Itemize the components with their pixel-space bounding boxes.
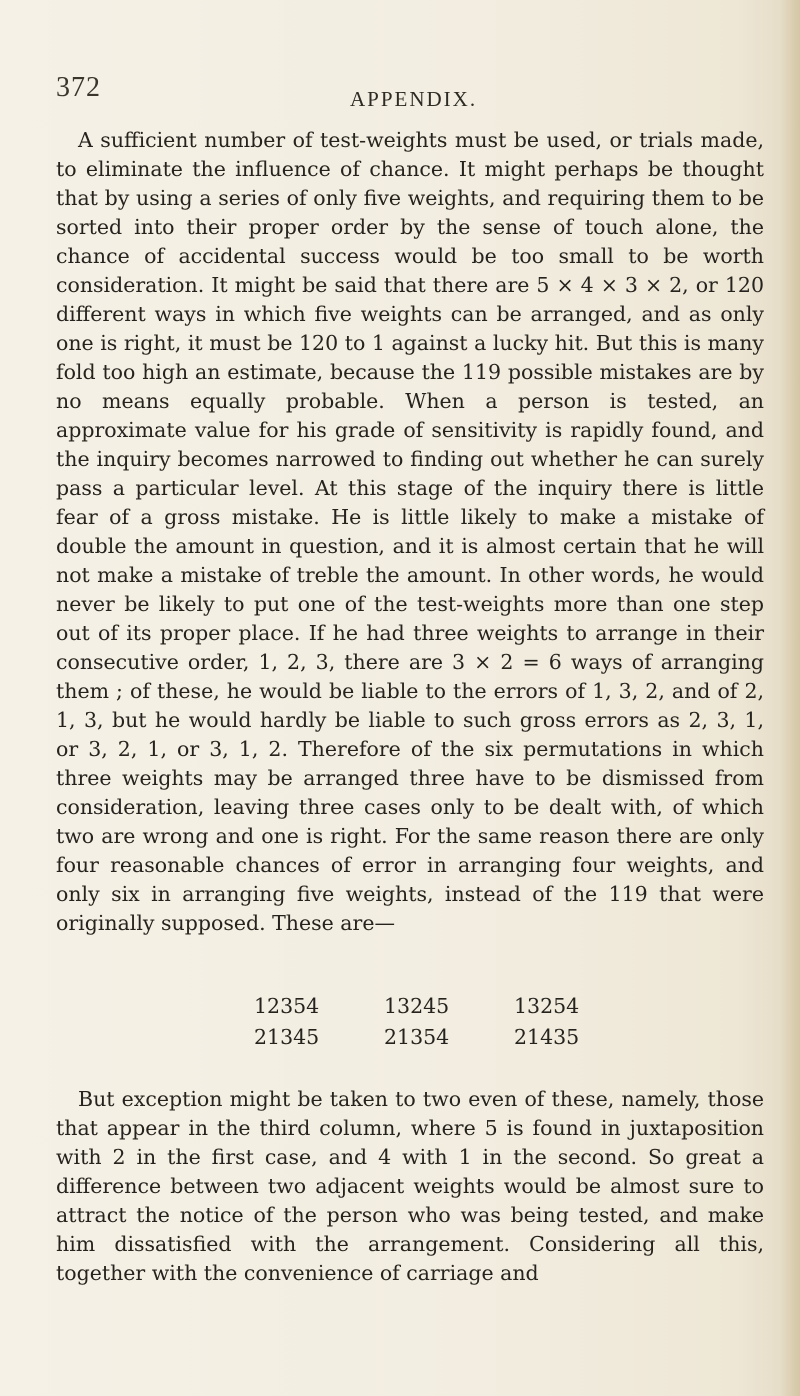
- permutation-cell: 13245: [384, 994, 450, 1018]
- permutation-cell: 21345: [254, 1025, 320, 1049]
- permutation-cell: 21354: [384, 1025, 450, 1049]
- permutation-table: [254, 991, 644, 1053]
- paragraph-exception: But exception might be taken to two even of these, namely, those that appear in the third column, where 5 is found in juxtaposition with 2 in the first case, and 4 with 1 in the second. So great a difference between two adjacent weights would be almost sure to attract the notice of the person who was being tested, and make him dissatisfied with the arrangement. Considering all this, together with the convenience of carriage and: [56, 1087, 764, 1285]
- permutation-cell: 12354: [254, 994, 320, 1018]
- running-title: APPENDIX.: [350, 87, 478, 111]
- running-head: [0, 72, 800, 112]
- permutation-cell: 13254: [514, 994, 580, 1018]
- permutation-cell: 21435: [514, 1025, 580, 1049]
- paragraph-test-weights: A sufficient number of test-weights must be used, or trials made, to eliminate the influence of chance. It might perhaps be thought that by using a series of only five weights, and requiring them to be sorted into their proper order by the sense of touch alone, the chance of accidental success would be too small to be worth consideration. It might be said that there are 5 × 4 × 3 × 2, or 120 different ways in which five weights can be arranged, and as only one is right, it must be 120 to 1 against a lucky hit. But this is many fold too high an estimate, because the 119 possible mistakes are by no means equally probable. When a person is tested, an approximate value for his grade of sensitivity is rapidly found, and the inquiry becomes narrowed to finding out whether he can surely pass a particular level. At this stage of the inquiry there is little fear of a gross mistake. He is little likely to make a mistake of double the amount in question, and it is almost certain that he will not make a mistake of treble the amount. In other words, he would never be likely to put one of the test-weights more than one step out of its proper place. If he had three weights to arrange in their consecutive order, 1, 2, 3, there are 3 × 2 = 6 ways of arranging them ; of these, he would be liable to the errors of 1, 3, 2, and of 2, 1, 3, but he would hardly be liable to such gross errors as 2, 3, 1, or 3, 2, 1, or 3, 1, 2. Therefore of the six permutations in which three weights may be arranged three have to be dismissed from consideration, leaving three cases only to be dealt with, of which two are wrong and one is right. For the same reason there are only four reasonable chances of error in arranging four weights, and only six in arranging five weights, instead of the 119 that were originally supposed. These are—: [56, 128, 764, 935]
- page-edge-shadow: [780, 0, 800, 1396]
- page-number: 372: [56, 72, 101, 103]
- permutation-row: [254, 991, 644, 1022]
- permutation-row: [254, 1022, 644, 1053]
